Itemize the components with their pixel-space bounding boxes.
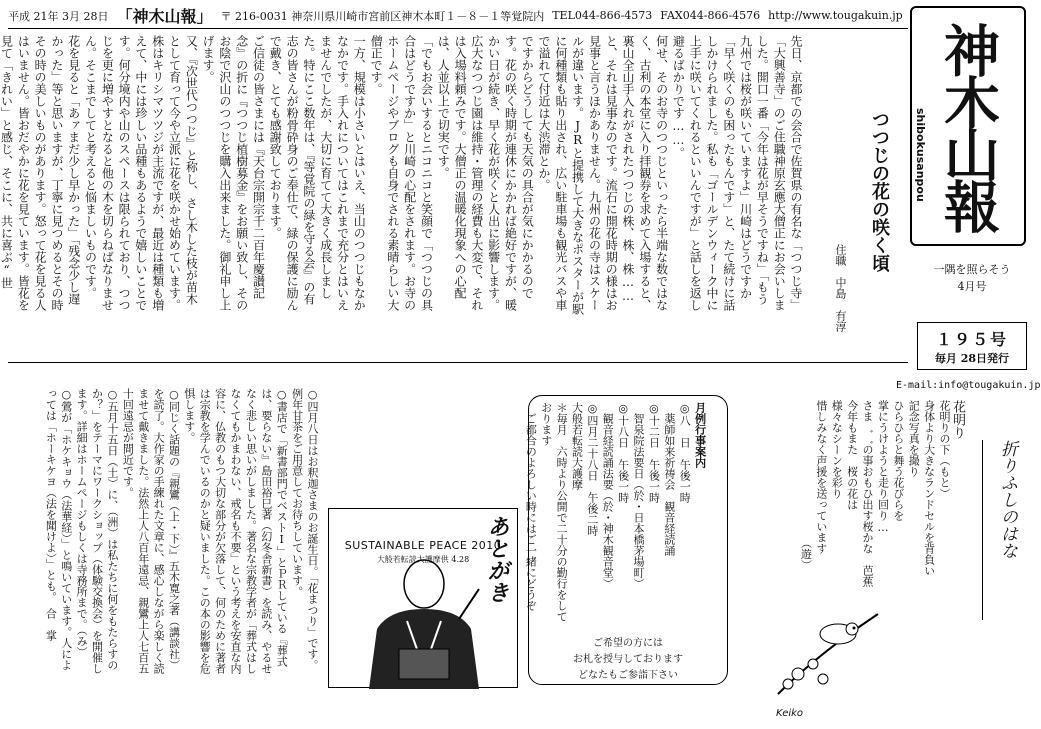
header-publication-name: 「神木山報」 bbox=[116, 7, 213, 26]
atogaki-heading: あとがき bbox=[484, 515, 510, 603]
events-footer-line1: ご希望の方には bbox=[593, 638, 663, 649]
header-date: 平成 21年 3月 28日 bbox=[8, 9, 109, 23]
header-line bbox=[8, 3, 908, 29]
issue-box bbox=[917, 322, 1027, 370]
article-title: つつじの花の咲く頃 bbox=[869, 110, 890, 272]
logo-text: 神木山報 bbox=[935, 22, 1001, 230]
poem-text: 花明りの下（もと） 身体より大きなランドセルを背負い 記念写真を撮り ひらひらと舞う花びらを 掌にうけようと走り回り… さま゛゛の事おもひ出す桜かな 芭蕉 今年もまた 桜の花は 様々なシーンを彩り 惜しみなく声援を送っています （遊） bbox=[799, 400, 951, 587]
header-url[interactable]: http://www.tougakuin.jp bbox=[768, 9, 903, 22]
poem-title: 花明り bbox=[950, 400, 965, 439]
masthead-logo bbox=[910, 6, 1026, 246]
banner-subtitle: 大般若転読大護摩供 4.28 bbox=[376, 555, 470, 564]
events-heading: 月例行事案内 bbox=[693, 402, 707, 468]
issue-schedule: 毎月 28日発行 bbox=[934, 351, 1010, 365]
bird-blossom-illustration bbox=[768, 594, 888, 704]
events-footer bbox=[539, 636, 717, 684]
events-box bbox=[524, 395, 728, 685]
atogaki-body: ○四月八日はお釈迦さまのお誕生日。「花まつり」です。例年甘茶をご用意してお待ちしています。 ○書店で「新書部門でベストⅠ」とＰＲしている『葬式は、要らない』島田裕巳著（幻冬舎新書）を読み、やるせなく悲しい思いがしました。著名な宗教学者が「葬式はしなくてもかまわない、戒名も不要」という考えを安直な内容に、仏教のもつ大切な部分が欠落して、何のために著者は宗教を学んでいるのかと疑いました。この本の影響を危惧します。 ○同じく話題の『親鸞（上・下）』五木寛之著（講談社）を読了。大作家の手練れた文章に、感心しながら楽しく読ませて戴きました。法然上人八百年遠忌、親鸞上人七百五十回遠忌が間近です。 ○五月十五日（土）に、（洲）は私たちに何をもたらすのか？」をテーマにワークショップ（体験交換会）を開催します。詳細はホームページもしくは寺務所まで。（み） ○鶯が「ホケキョウ（法華経）」と鳴いています。人によっては「ホーキケヨ（法を聞けよ）」とも。 合 掌 bbox=[44, 388, 319, 674]
article-author: 住職 中島 有淳 bbox=[834, 244, 847, 332]
header-address: 〒 216-0031 神奈川県川崎市宮前区神木本町１－８－１等覚院内 bbox=[220, 9, 545, 23]
masthead-email[interactable]: E-mail:info@tougakuin.jp bbox=[896, 380, 1041, 391]
header-tel: TEL044-866-4573 bbox=[552, 9, 653, 22]
masthead-month: 4月号 bbox=[957, 279, 987, 293]
illustration-signature: Keiko bbox=[776, 708, 804, 719]
section-divider bbox=[8, 362, 908, 363]
banner-title: SUSTAINABLE PEACE 2010 bbox=[344, 539, 502, 552]
sidebar-title: 折りふしのはな bbox=[982, 440, 1018, 620]
masthead-motto: 一隅を照らそう bbox=[933, 263, 1011, 276]
header-fax: FAX044-866-4576 bbox=[660, 9, 761, 22]
masthead-motto-block bbox=[920, 262, 1024, 295]
events-list: ◎八 日 午後一時 薬師如来祈祷会 観音経読誦 ◎十二日 午後一時 智泉院法要日（於・日本橋茅場町） ◎十八日 午後一時 観音経読誦法要（於・神木観音堂） ◎四月二十八日 午後二時 大般若転読大護摩 ＊毎月 六時より公開で二十分の勤行をしております ご都合のよろしい時にはご一緒にどうぞ bbox=[524, 402, 692, 622]
article-body: 先日、京都での会合で佐賀県の有名な「つつじ寺」「大興善寺」のご住職神原玄應大僧正にお会いしました。開口一番「今年は花が早そうですね」「もう九州では桜が咲いていますよ」川崎はどうですか「早く咲くのも困ったもんです」と、たて続けに話しかけられました。私も「ゴールデンウィーク中に上手に咲いてくれるといいんですが」と話しを返し避るばかりです……。 何せ、そのお寺のつつじといったら半端な数ではなく、古利の本堂に入り拝観券を求めて入場すると、裏山全山手入れがされたつつじの株、株、株……と、それは見事なのです。流石に開花時期の様はお見事と言うほかありません。九州の花の寺はスケールが違います。JRと提携して大きなポスターが駅に何種類も貼り出され、広い駐車場も観光バスや車で溢れて付近は大渋滞とか。 ですからどうしても天気の具合が気にかかるのです。花の咲く時期が連休にかかれば絶好ですが、暖かい日が続き、早く花が咲くと人出に影響します。広大なつつじ園は維持・管理の経費も大変で、それは入場料頼みです。大僧正の温暖化現象への心配は、人並以上で切実です。 「でもお会いするとニコニコと笑顔で「つつじの具合はどうですか」と川崎の心配をされます。お寺のホームページやブログも自身でされる素晴らしい大僧正です。 一方、規模は小さいとはいえ、当山のつつじもなかなかです。手入れについてはこれまで充分とはいえませんでしたが、大切に育てて大きく成長しました。特にここ数年は、『等覚院の緑を守る会』の有志の皆さんが粉骨砕身のご奉仕で、緑の保護に励んで戴き、とても感謝致しております。 ご信徒の皆さまには『天台宗開宗千二百年慶讃記念』の折に『つつじ植樹募金』をお願い致し、そのお陰で沢山のつつじを購入出来ました。御礼申し上げます。 又、『次世代つつじ』と称し、さし木した枝が苗木として育って今や立派に花を咲かせ始めています。株はキリシマツツジが主流ですが、最近は種類も増えて、中には珍しい品種もあるようで嬉しいことです。何分境内や山のスペースは限られており、つつじを更に増やすとなると他の木を切らねばなりません。そこまでしてと考えると悩ましいものです。 花を見ると「あァまだ少し早かった」「残念少し遅かった」等と思いますが、丁寧に見つめるとその時その時の美しいものがあります。怒って花を見る人はいません。皆おだやかに花を見ています。皆花を見て「きれい」と感じ、そこに、共に喜ぶ“世 bbox=[0, 35, 803, 315]
events-footer-line2: お札を授与しております bbox=[573, 654, 683, 665]
events-footer-line3: どなたもご参詣下さい bbox=[578, 670, 678, 681]
events-body bbox=[524, 402, 723, 632]
logo-romaji: shibokusanpou bbox=[914, 108, 927, 202]
issue-number: １９５号 bbox=[935, 329, 1008, 349]
